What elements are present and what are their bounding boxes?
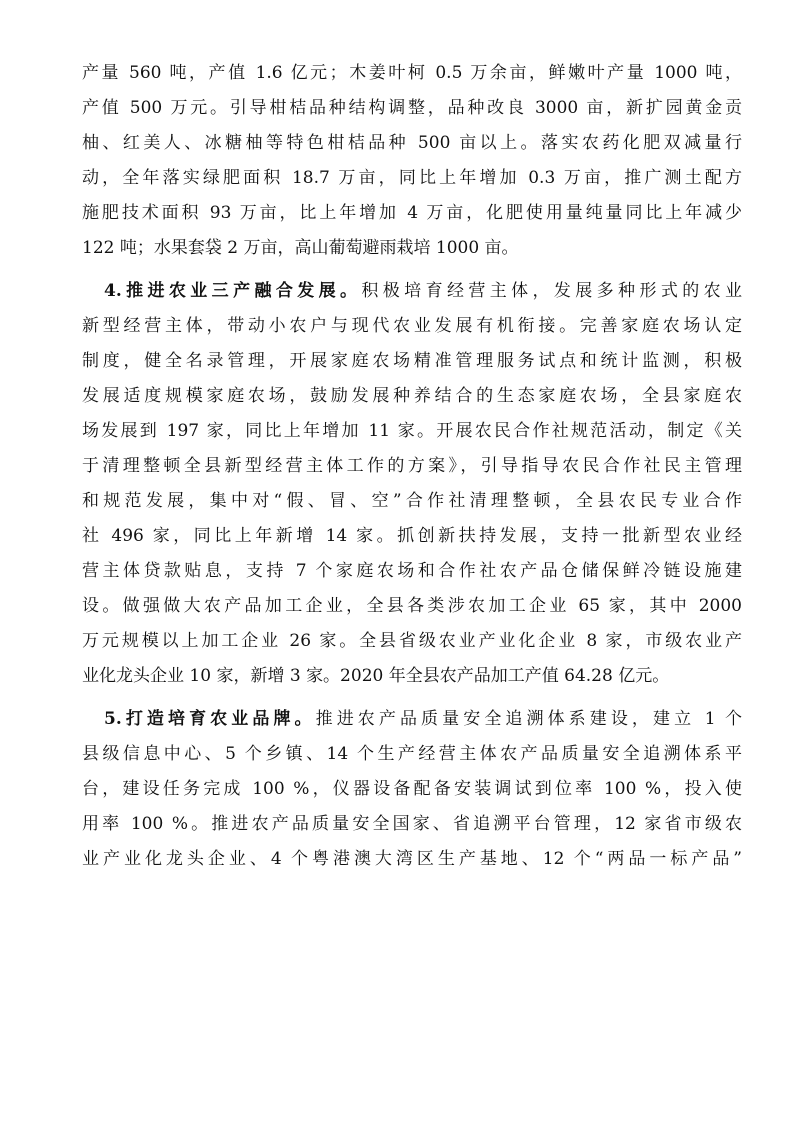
paragraph-crop-output xyxy=(82,56,742,266)
text-line: 于清理整顿全县新型经营主体工作的方案》，引导指导农民合作社民主管理 xyxy=(82,456,742,476)
text-line: 柚、红美人、冰糖柚等特色柑桔品种 500 亩以上。落实农药化肥双减量行 xyxy=(82,133,742,153)
section-5-first-line xyxy=(82,702,742,737)
text-line: 营主体贷款贴息，支持 7 个家庭农场和合作社农产品仓储保鲜冷链设施建 xyxy=(82,561,742,581)
text-line: 施肥技术面积 93 万亩，比上年增加 4 万亩，化肥使用量纯量同比上年减少 xyxy=(82,203,742,223)
text-line: 业化龙头企业 10 家，新增 3 家。2020 年全县农产品加工产值 64.28 亿元。 xyxy=(82,666,670,686)
text-line: 新型经营主体，带动小农户与现代农业发展有机衔接。完善家庭农场认定 xyxy=(82,316,742,336)
document-page xyxy=(82,56,742,877)
text-line: 和规范发展，集中对“假、冒、空”合作社清理整顿，全县农民专业合作 xyxy=(82,491,742,511)
text-line: 发展适度规模家庭农场，鼓励发展种养结合的生态家庭农场，全县家庭农 xyxy=(82,386,742,406)
text-line: 万元规模以上加工企业 26 家。全县省级农业产业化企业 8 家，市级农业产 xyxy=(82,631,742,651)
section-4-heading: 4.推进农业三产融合发展。 xyxy=(104,281,362,301)
text-line: 社 496 家，同比上年新增 14 家。抓创新扶持发展，支持一批新型农业经 xyxy=(82,526,742,546)
text-line: 产值 500 万元。引导柑桔品种结构调整，品种改良 3000 亩，新扩园黄金贡 xyxy=(82,98,742,118)
text-line: 场发展到 197 家，同比上年增加 11 家。开展农民合作社规范活动，制定《关 xyxy=(82,421,742,441)
text-line: 设。做强做大农产品加工企业，全县各类涉农加工企业 65 家，其中 2000 xyxy=(82,596,742,616)
section-5-heading: 5.打造培育农业品牌。 xyxy=(104,709,316,729)
section-4-paragraph xyxy=(82,274,742,694)
text-line: 台，建设任务完成 100 %，仪器设备配备安装调试到位率 100 %，投入使 xyxy=(82,779,742,799)
text-line: 县级信息中心、5 个乡镇、14 个生产经营主体农产品质量安全追溯体系平 xyxy=(82,744,742,764)
text-line: 业产业化龙头企业、4 个粤港澳大湾区生产基地、12 个“两品一标产品” xyxy=(82,849,742,869)
section-4-first-line xyxy=(82,274,742,309)
text-line: 制度，健全名录管理，开展家庭农场精准管理服务试点和统计监测，积极 xyxy=(82,351,742,371)
text-line: 用率 100 %。推进农产品质量安全国家、省追溯平台管理，12 家省市级农 xyxy=(82,814,742,834)
section-5-first-line-text: 推进农产品质量安全追溯体系建设，建立 1 个 xyxy=(315,709,742,729)
text-line: 动，全年落实绿肥面积 18.7 万亩，同比上年增加 0.3 万亩，推广测土配方 xyxy=(82,168,742,188)
text-line: 122 吨；水果套袋 2 万亩，高山葡萄避雨栽培 1000 亩。 xyxy=(82,238,519,258)
section-4-first-line-text: 积极培育经营主体，发展多种形式的农业 xyxy=(361,281,743,301)
text-line: 产量 560 吨，产值 1.6 亿元；木姜叶柯 0.5 万余亩，鲜嫩叶产量 1000 吨， xyxy=(82,63,742,83)
section-5-paragraph xyxy=(82,702,742,877)
